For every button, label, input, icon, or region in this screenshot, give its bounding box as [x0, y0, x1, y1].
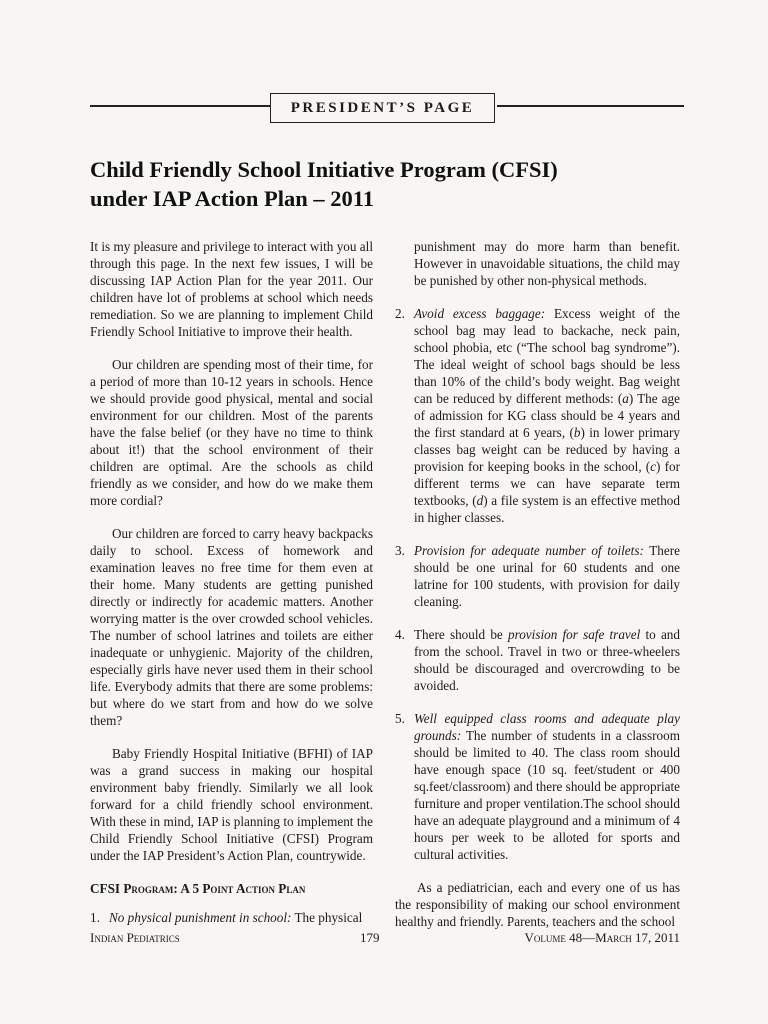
- footer-page-number: 179: [360, 930, 380, 945]
- list-item-title: No physical punishment in school:: [109, 910, 292, 925]
- left-column: [90, 238, 373, 942]
- paragraph-bfhi: Baby Friendly Hospital Initiative (BFHI) of IAP was a grand success in making our hospital environment baby friendly. Similarly we all look forward for a child friendly school environment. With these in mind, IAP is planning to implement the Child Friendly School Initiative (CFSI) Program under the IAP President’s Action Plan, countrywide.: [90, 746, 373, 863]
- list-item-1: [90, 909, 373, 926]
- list-item-text: The physical: [291, 910, 363, 925]
- list-item-body: [414, 542, 680, 610]
- list-item-number: 4.: [395, 627, 405, 642]
- paragraph-intro: It is my pleasure and privilege to interact with you all through this page. In the next few issues, I will be discussing IAP Action Plan for the year 2011. Our children have lot of problems at school which needs remediation. So we are planning to implement Child Friendly School Initiative to improve their health.: [90, 239, 373, 339]
- list-item-4: [395, 626, 680, 694]
- sub-label-a: a: [622, 391, 629, 406]
- list-item-3: [395, 542, 680, 610]
- list-item-number: 1.: [90, 910, 100, 925]
- sub-label-b: b: [573, 425, 581, 440]
- list-item-body: [414, 305, 680, 526]
- list-item-title: provision for safe travel: [507, 627, 641, 642]
- header-rule-left: [90, 105, 270, 107]
- right-column: [395, 238, 680, 946]
- list-item-title: Avoid excess baggage:: [414, 306, 546, 321]
- list-item-text: ) in lower primary classes bag weight can be reduced by having a provision for keeping books in the school, (: [414, 425, 680, 474]
- list-item-text: ) a file system is an effective method in higher classes.: [414, 493, 680, 525]
- list-item-2: [395, 305, 680, 526]
- list-item-body: [414, 710, 680, 863]
- paragraph-school-time: Our children are spending most of their time, for a period of more than 10-12 years in schools. Hence we should provide good physical, mental and social environment for our children. Most of the parents have the false belief (or they have no time to think about it!) that the school environment of their children are optimal. Are the schools as child friendly as we consider, and how do we make them more cordial?: [90, 357, 373, 508]
- sub-label-d: d: [476, 493, 484, 508]
- list-item-number: 2.: [395, 306, 405, 321]
- paragraph-closing: As a pediatrician, each and every one of us has the responsibility of making our school environment healthy and friendly. Parents, teachers and the school: [395, 880, 680, 929]
- list-item-text: to and from the school. Travel in two or three-wheelers should be discouraged and overcrowding to be avoided.: [414, 627, 680, 693]
- footer-volume: Volume 48—March 17, 2011: [524, 930, 680, 945]
- footer-journal: Indian Pediatrics: [90, 930, 180, 945]
- header-rule-right: [497, 105, 684, 107]
- list-item-text: The number of students in a classroom should be limited to 40. The class room should have enough space (10 sq. feet/student or 400 sq.feet/classroom) and there should be appropriate furniture and proper ventilation.The school should have an adequate playground and a minimum of 4 hours per week to be alloted for sports and cultural activities.: [414, 728, 680, 862]
- list-item-title: Well equipped class rooms and adequate play grounds:: [414, 711, 680, 743]
- list-item-body: [414, 626, 680, 694]
- list-item-1-continued: punishment may do more harm than benefit. However in unavoidable situations, the child may be punished by other non-physical methods.: [414, 239, 680, 288]
- list-item-title: Provision for adequate number of toilets:: [414, 543, 644, 558]
- title-line-1: Child Friendly School Initiative Program (CFSI): [90, 157, 558, 182]
- paragraph-problems: Our children are forced to carry heavy backpacks daily to school. Excess of homework and examination leaves no free time for them even at their home. Many students are getting punished directly or indirectly for academic matters. Another worrying matter is the over crowded school vehicles. The number of school latrines and toilets are either inadequate or unhygienic. Majority of the children, especially girls have never used them in their school life. Everybody admits that there are some problems: but where do we start from and how do we solve them?: [90, 526, 373, 728]
- section-banner: PRESIDENT’S PAGE: [270, 93, 495, 123]
- list-item-text: There should be: [414, 627, 508, 642]
- list-item-body: [109, 909, 373, 926]
- list-item-text: There should be one urinal for 60 students and one latrine for 100 students, with provision for daily cleaning.: [414, 543, 680, 609]
- list-item-number: 3.: [395, 543, 405, 558]
- article-title: [90, 155, 690, 213]
- list-item-text: ) The age of admission for KG class should be 4 years and the first standard at 6 years, (: [414, 391, 680, 440]
- list-item-text: ) for different terms we can have separate term textbooks, (: [414, 459, 680, 508]
- title-line-2: under IAP Action Plan – 2011: [90, 186, 375, 211]
- list-item-text: Excess weight of the school bag may lead to backache, neck pain, school phobia, etc (“The school bag syndrome”). The ideal weight of school bags should be less than 10% of the child’s body weight. Bag weight can be reduced by different methods: (: [414, 306, 680, 406]
- list-item-number: 5.: [395, 711, 405, 726]
- list-item-5: [395, 710, 680, 863]
- sub-label-c: c: [650, 459, 657, 474]
- section-heading: CFSI Program: A 5 Point Action Plan: [90, 881, 306, 896]
